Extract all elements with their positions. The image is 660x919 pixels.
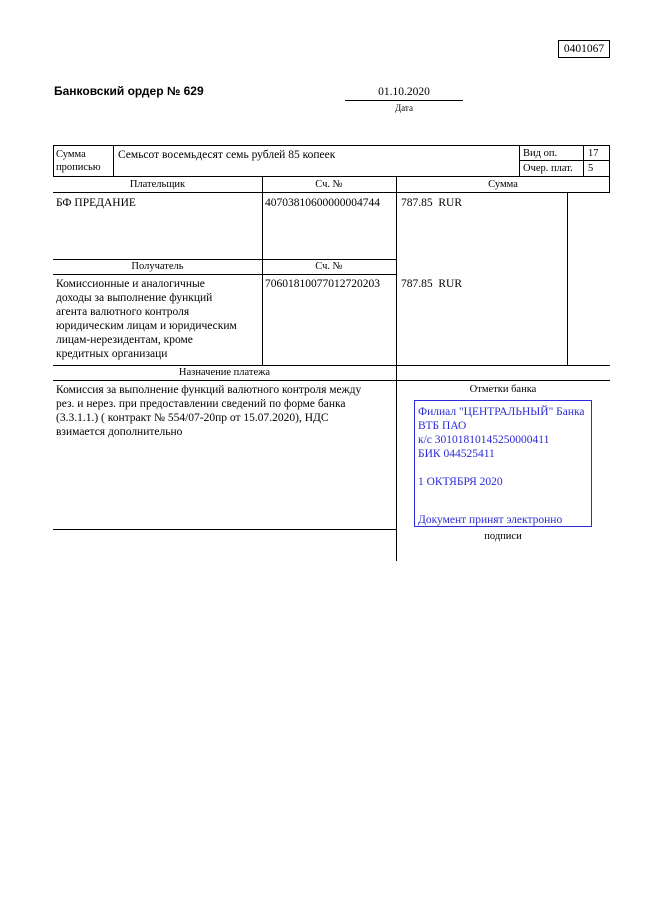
payment-priority-label: Очер. плат. [523, 163, 573, 174]
purpose-text [56, 383, 361, 439]
purpose-header-bottom-line [53, 380, 610, 381]
bank-stamp-footer: Документ принят электронно [418, 514, 563, 526]
receiver-name-line: кредитных организаци [56, 348, 168, 360]
payer-amount: 787.85 RUR [401, 197, 463, 209]
order-title: Банковский ордер № 629 [54, 84, 204, 98]
amount-words-value: Семьсот восемьдесят семь рублей 85 копеек [118, 149, 336, 161]
purpose-line: (3.3.1.1.) ( контракт № 554/07-20пр от 15.07.2020), НДС [56, 412, 329, 424]
payment-priority-value: 5 [588, 163, 594, 174]
receiver-name-line: Комиссионные и аналогичные [56, 278, 205, 290]
ops-mid-line [519, 160, 610, 161]
payer-account: 40703810600000004744 [265, 197, 380, 209]
purpose-bottom-line [53, 529, 396, 530]
purpose-header: Назначение платежа [178, 367, 271, 378]
payer-header: Плательщик [129, 179, 186, 190]
bank-stamp-line: Филиал "ЦЕНТРАЛЬНЫЙ" Банка [418, 406, 585, 418]
receiver-name-line: агента валютного контроля [56, 306, 190, 318]
receiver-header-bottom-line [53, 274, 396, 275]
ops-divider [519, 145, 520, 176]
table-top-line [53, 145, 610, 146]
amount-words-label: Сумма прописью [56, 149, 101, 173]
label-divider [113, 145, 114, 176]
receiver-name-line: доходы за выполнение функций [56, 292, 213, 304]
amount-right-divider [567, 192, 568, 365]
ops-value-divider [583, 145, 584, 176]
bank-stamp-date: 1 ОКТЯБРЯ 2020 [418, 476, 503, 488]
receiver-name-line: лицам-нерезидентам, кроме [56, 334, 193, 346]
payer-name: БФ ПРЕДАНИЕ [56, 197, 136, 209]
bank-marks-header: Отметки банка [469, 384, 537, 395]
bank-stamp-line: БИК 044525411 [418, 448, 495, 460]
payer-account-header: Сч. № [315, 179, 343, 190]
amount-words-bottom-line [53, 176, 610, 177]
operation-type-value: 17 [588, 148, 599, 159]
purpose-line: рез. и нерез. при предоставлении сведений по форме банка [56, 398, 346, 410]
date-caption: Дата [395, 103, 413, 113]
form-code: 0401067 [558, 40, 610, 58]
receiver-amount: 787.85 RUR [401, 278, 463, 290]
receiver-account: 70601810077012720203 [265, 278, 380, 290]
bank-stamp [414, 400, 592, 527]
receiver-account-header: Сч. № [315, 261, 343, 272]
left-border [53, 145, 54, 176]
receiver-header: Получатель [131, 261, 184, 272]
amount-header: Сумма [488, 179, 518, 190]
operation-type-label: Вид оп. [523, 148, 558, 159]
purpose-line: Комиссия за выполнение функций валютного контроля между [56, 384, 362, 396]
amount-left-divider [396, 176, 397, 561]
signatures-label: подписи [484, 531, 522, 542]
header-row-bottom-line [53, 192, 610, 193]
receiver-name-line: юридическим лицам и юридическим [56, 320, 237, 332]
receiver-name [56, 277, 237, 361]
bank-stamp-line: ВТБ ПАО [418, 420, 467, 432]
bank-stamp-line: к/с 30101810145250000411 [418, 434, 550, 446]
order-date: 01.10.2020 [378, 86, 430, 98]
purpose-line: взимается дополнительно [56, 426, 183, 438]
date-underline [345, 100, 463, 101]
